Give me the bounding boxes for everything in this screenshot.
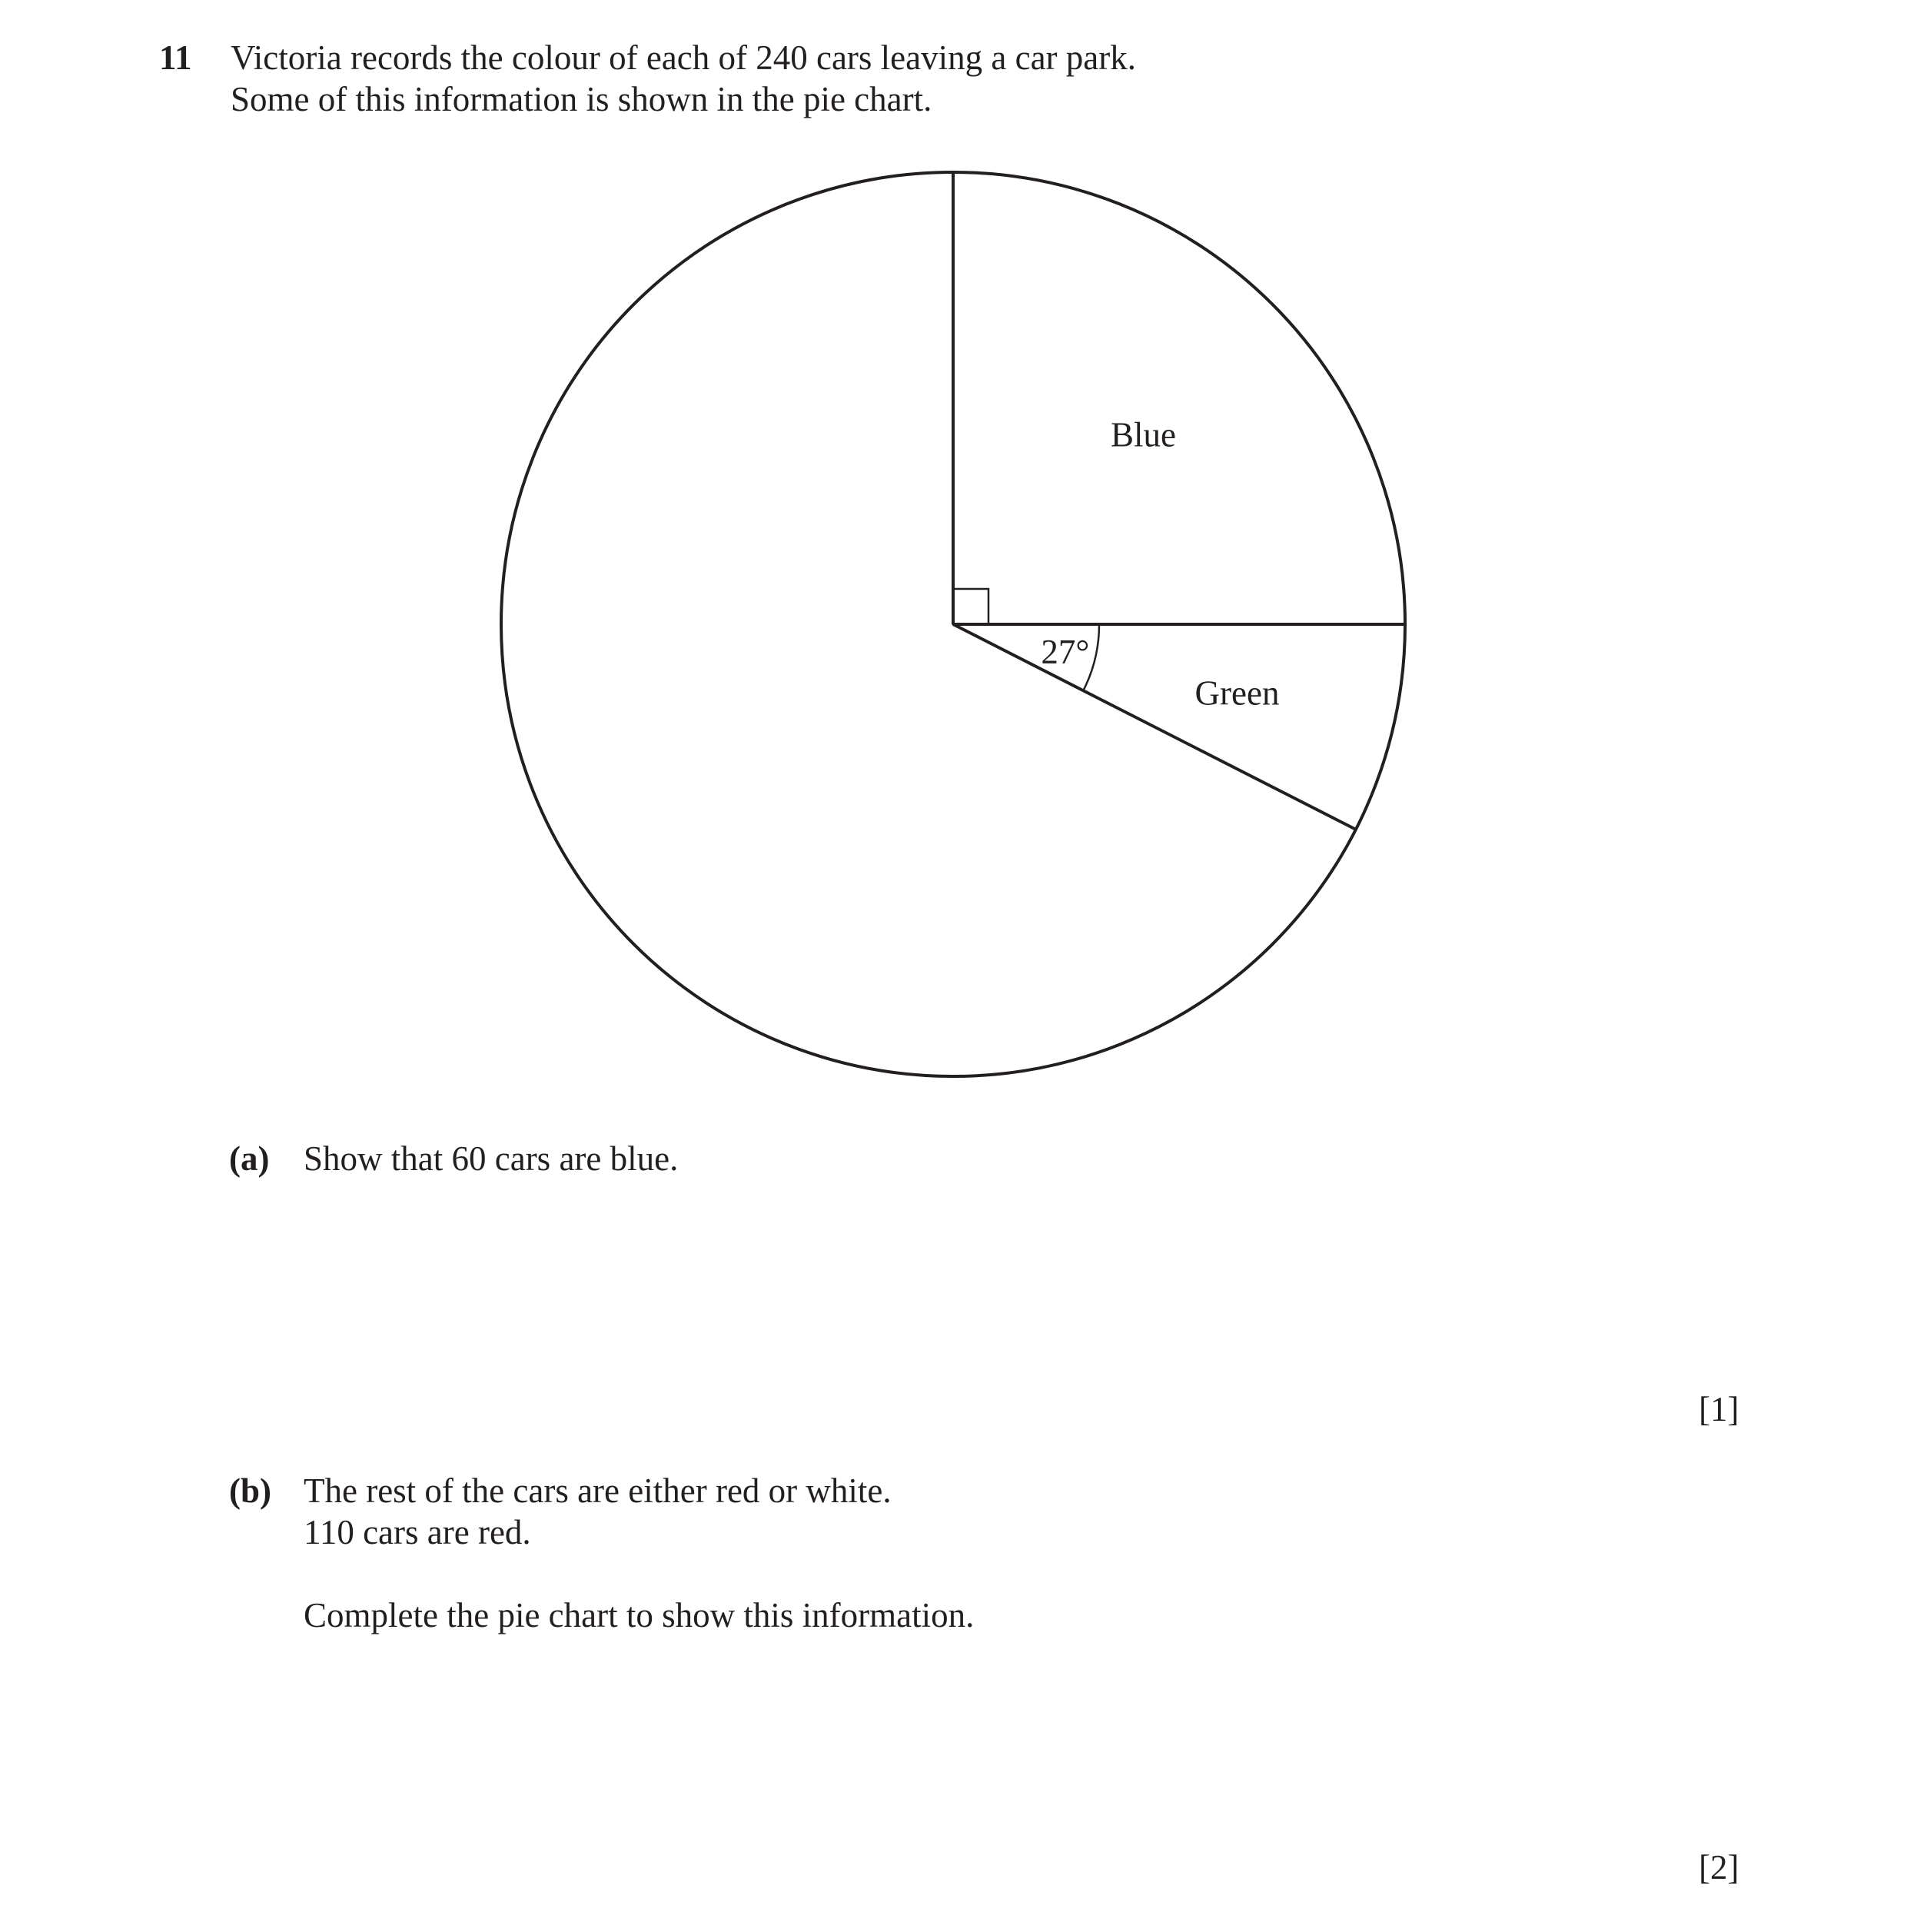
question-number: 11 (159, 38, 192, 77)
part-b-label: (b) (229, 1471, 271, 1510)
slice-label-blue: Blue (1111, 415, 1176, 454)
part-b-line-2: 110 cars are red. (304, 1513, 531, 1551)
green-angle-label: 27° (1041, 633, 1090, 671)
part-b-line-1: The rest of the cars are either red or white. (304, 1471, 892, 1510)
part-a-text: Show that 60 cars are blue. (304, 1139, 679, 1178)
part-b-marks: [2] (1699, 1848, 1739, 1887)
question-intro-line-1: Victoria records the colour of each of 240 cars leaving a car park. (231, 38, 1136, 77)
slice-boundary-2 (953, 624, 1356, 830)
right-angle-marker (953, 589, 988, 624)
part-b-instruction: Complete the pie chart to show this information. (304, 1596, 975, 1634)
question-intro-line-2: Some of this information is shown in the pie chart. (231, 80, 932, 118)
slice-label-green: Green (1194, 673, 1280, 713)
part-a-label: (a) (229, 1139, 270, 1178)
part-a-marks: [1] (1699, 1390, 1739, 1428)
